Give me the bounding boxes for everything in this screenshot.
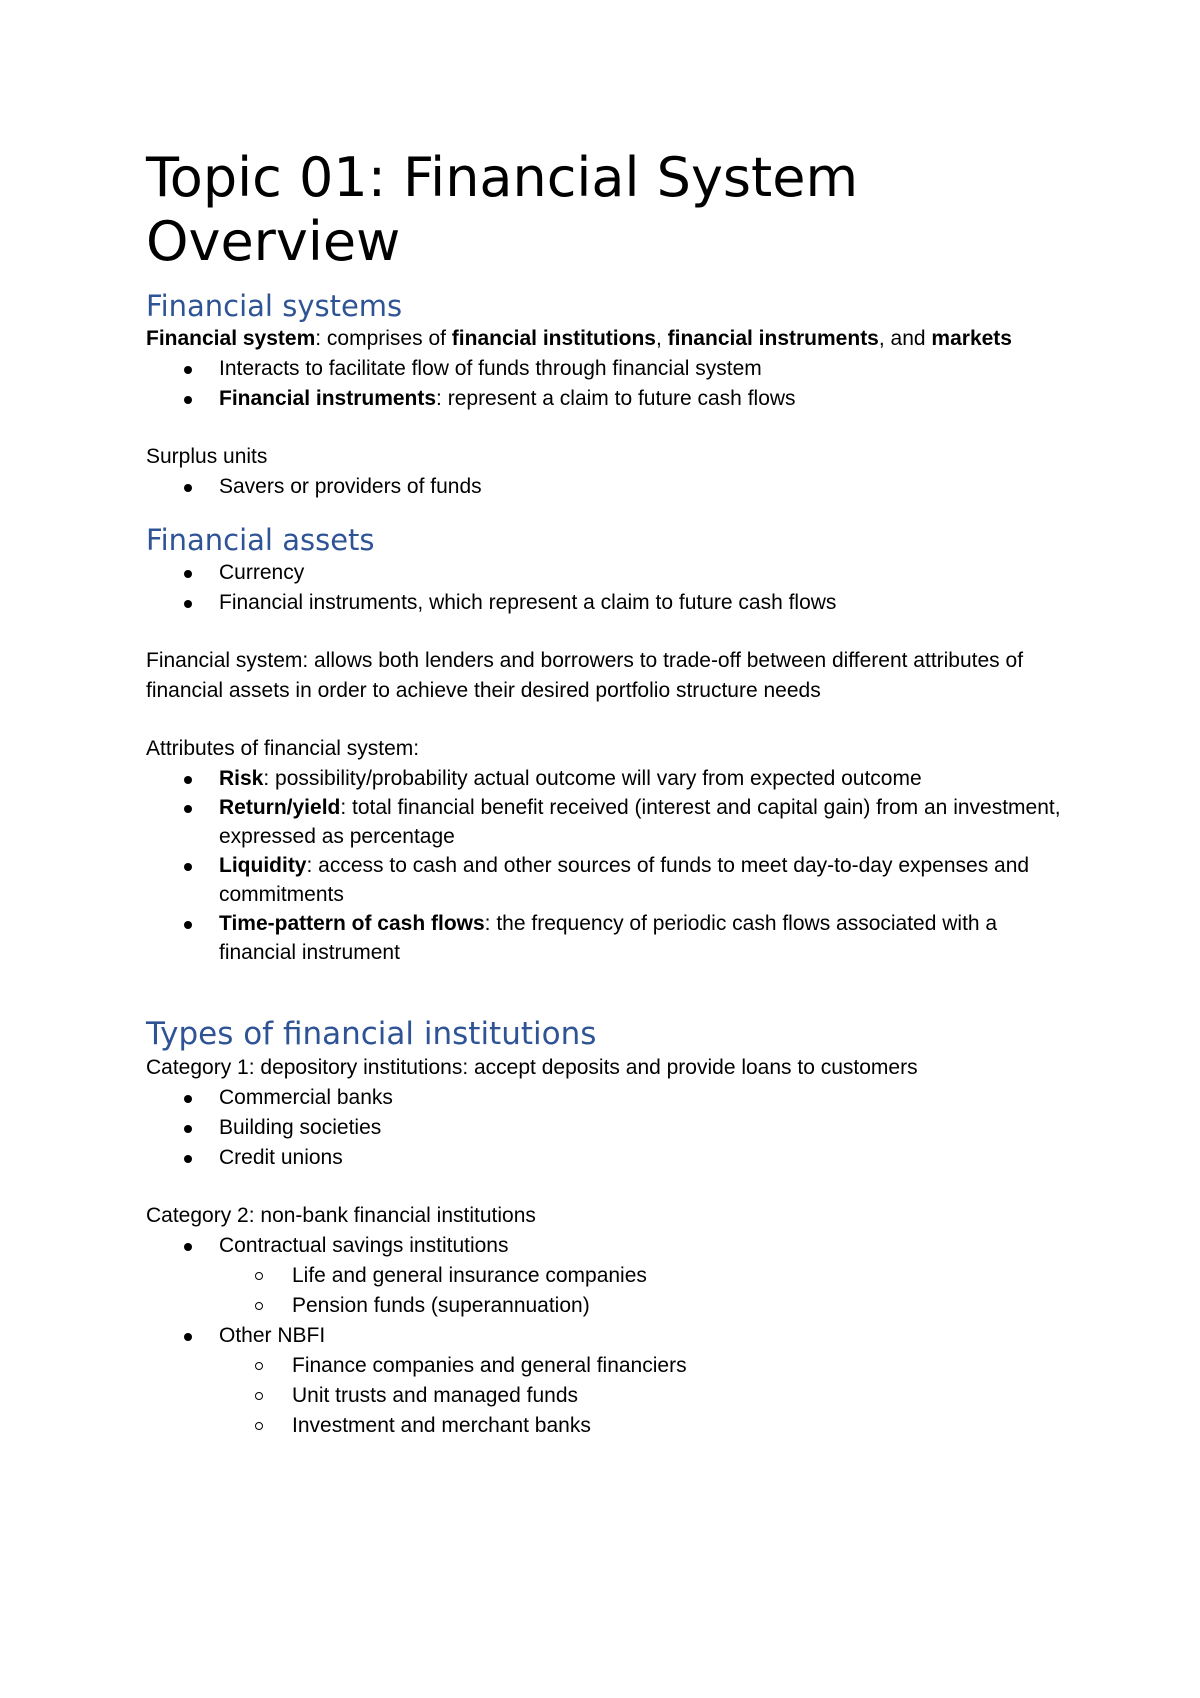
list-item-text: Commercial banks xyxy=(219,1086,393,1109)
list-item-text: Contractual savings institutions xyxy=(219,1234,509,1257)
list-item-term: Time-pattern of cash flows xyxy=(219,912,485,935)
bullet-icon xyxy=(184,776,192,784)
bullet-icon xyxy=(184,600,192,608)
category-1-label: Category 1: depository institutions: accept deposits and provide loans to customers xyxy=(146,1056,918,1079)
list-item xyxy=(146,909,1076,967)
list-item-text: : the frequency of periodic cash flows associated with a financial instrument xyxy=(219,912,998,964)
sub-list xyxy=(219,1351,1076,1441)
bullet-icon xyxy=(184,366,192,374)
list-item xyxy=(146,1113,1076,1143)
attributes-bullets xyxy=(146,764,1076,967)
list-item-text: Building societies xyxy=(219,1116,382,1139)
sub-list-item xyxy=(219,1261,1076,1291)
category-1-bullets xyxy=(146,1083,1076,1173)
financial-systems-bullets xyxy=(146,354,1076,414)
category-2-bullets xyxy=(146,1231,1076,1441)
list-item xyxy=(146,851,1076,909)
sub-list-item xyxy=(219,1351,1076,1381)
definition-bold-3: markets xyxy=(931,327,1012,350)
sub-list xyxy=(219,1261,1076,1321)
bullet-icon xyxy=(184,1333,192,1341)
bullet-icon xyxy=(184,805,192,813)
list-item-term: Risk xyxy=(219,767,264,790)
definition-term: Financial system xyxy=(146,327,316,350)
attributes-label: Attributes of financial system: xyxy=(146,737,420,760)
definition-sep-2: , and xyxy=(878,327,932,350)
list-item-term: Financial instruments xyxy=(219,387,437,410)
list-item-text: Other NBFI xyxy=(219,1324,326,1347)
circle-bullet-icon xyxy=(255,1362,263,1370)
bullet-icon xyxy=(184,570,192,578)
bullet-icon xyxy=(184,396,192,404)
heading-financial-assets: Financial assets xyxy=(146,523,375,557)
list-item-text: Savers or providers of funds xyxy=(219,475,482,498)
circle-bullet-icon xyxy=(255,1392,263,1400)
heading-financial-systems: Financial systems xyxy=(146,289,403,323)
list-item xyxy=(146,764,1076,793)
category-2-label: Category 2: non-bank financial institutions xyxy=(146,1204,536,1227)
list-item-text: : access to cash and other sources of funds to meet day-to-day expenses and commitments xyxy=(219,854,1030,906)
sub-list-item xyxy=(219,1291,1076,1321)
page-title: Topic 01: Financial System Overview xyxy=(146,146,859,273)
sub-list-item-text: Finance companies and general financiers xyxy=(292,1354,687,1377)
list-item-text: Credit unions xyxy=(219,1146,343,1169)
definition-colon: : comprises of xyxy=(315,327,452,350)
list-item xyxy=(146,588,1076,618)
definition-sep-1: , xyxy=(655,327,668,350)
list-item xyxy=(146,1143,1076,1173)
list-item-text: : total financial benefit received (interest and capital gain) from an investment, expressed as percentage xyxy=(219,796,1061,848)
sub-list-item-text: Life and general insurance companies xyxy=(292,1264,647,1287)
circle-bullet-icon xyxy=(255,1422,263,1430)
list-item xyxy=(146,1321,1076,1441)
document-page xyxy=(146,146,1076,1441)
bullet-icon xyxy=(184,1125,192,1133)
heading-types-of-institutions: Types of financial institutions xyxy=(146,1016,597,1052)
surplus-units-label: Surplus units xyxy=(146,445,268,468)
circle-bullet-icon xyxy=(255,1272,263,1280)
financial-system-paragraph: Financial system: allows both lenders and borrowers to trade-off between different attributes of financial assets in order to achieve their desired portfolio structure needs xyxy=(146,649,1024,702)
list-item-text: : possibility/probability actual outcome will vary from expected outcome xyxy=(263,767,922,790)
surplus-units-bullets xyxy=(146,472,1076,502)
list-item xyxy=(146,1083,1076,1113)
bullet-icon xyxy=(184,1155,192,1163)
list-item-term: Return/yield xyxy=(219,796,341,819)
financial-assets-bullets xyxy=(146,558,1076,618)
sub-list-item xyxy=(219,1381,1076,1411)
bullet-icon xyxy=(184,863,192,871)
list-item-term: Liquidity xyxy=(219,854,307,877)
definition-bold-2: financial instruments xyxy=(667,327,879,350)
bullet-icon xyxy=(184,1095,192,1103)
list-item xyxy=(146,1231,1076,1321)
list-item xyxy=(146,384,1076,414)
sub-list-item xyxy=(219,1411,1076,1441)
list-item-text: Financial instruments, which represent a claim to future cash flows xyxy=(219,591,837,614)
financial-system-definition xyxy=(146,324,1076,354)
sub-list-item-text: Pension funds (superannuation) xyxy=(292,1294,590,1317)
definition-bold-1: financial institutions xyxy=(451,327,656,350)
list-item-text: : represent a claim to future cash flows xyxy=(436,387,796,410)
list-item-text: Interacts to facilitate flow of funds through financial system xyxy=(219,357,762,380)
bullet-icon xyxy=(184,484,192,492)
bullet-icon xyxy=(184,1243,192,1251)
sub-list-item-text: Unit trusts and managed funds xyxy=(292,1384,579,1407)
list-item-text: Currency xyxy=(219,561,305,584)
list-item xyxy=(146,793,1076,851)
bullet-icon xyxy=(184,921,192,929)
sub-list-item-text: Investment and merchant banks xyxy=(292,1414,591,1437)
list-item xyxy=(146,558,1076,588)
list-item xyxy=(146,472,1076,502)
list-item xyxy=(146,354,1076,384)
circle-bullet-icon xyxy=(255,1302,263,1310)
